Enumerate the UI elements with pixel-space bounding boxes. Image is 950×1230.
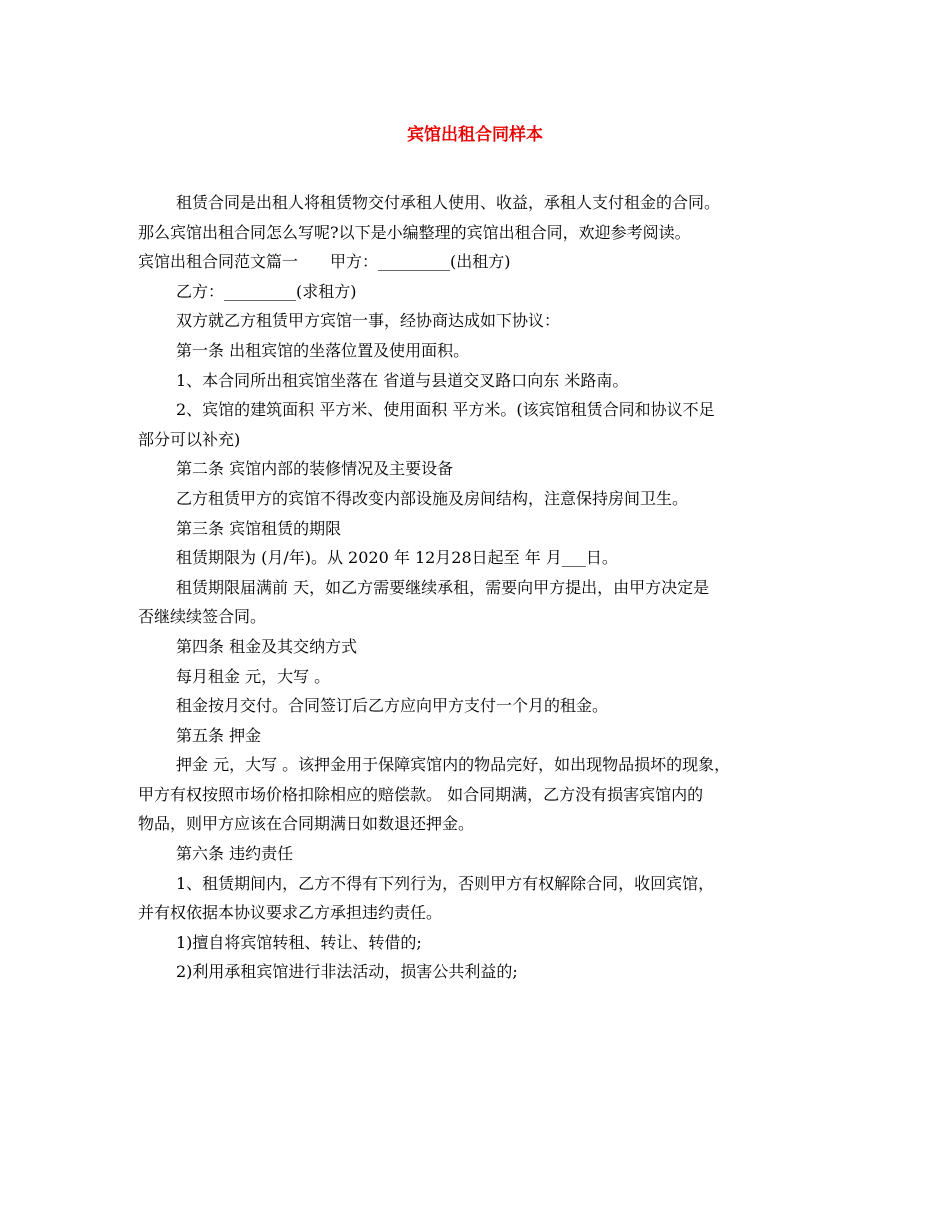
list-item: 1)擅自将宾馆转租、转让、转借的; — [176, 932, 422, 952]
paragraph-line: 物品，则甲方应该在合同期满日如数退还押金。 — [138, 814, 475, 834]
paragraph-line: 1、本合同所出租宾馆坐落在 省道与县道交叉路口向东 米路南。 — [176, 370, 629, 390]
paragraph-line: 租赁期限届满前 天，如乙方需要继续承租，需要向甲方提出，由甲方决定是 — [176, 577, 710, 597]
paragraph-line: 乙方：_________(求租方) — [176, 281, 357, 301]
paragraph-line: 否继续续签合同。 — [138, 607, 267, 627]
paragraph-line: 租赁期限为 (月/年)。从 2020 年 12月28日起至 年 月___日。 — [176, 548, 618, 568]
section-heading: 第三条 宾馆租赁的期限 — [176, 518, 342, 538]
document-body — [138, 188, 818, 987]
paragraph-line: 每月租金 元，大写 。 — [176, 666, 331, 686]
paragraph-line: 双方就乙方租赁甲方宾馆一事，经协商达成如下协议： — [176, 311, 561, 331]
section-heading: 第五条 押金 — [176, 725, 262, 745]
paragraph-line: 1、租赁期间内，乙方不得有下列行为，否则甲方有权解除合同，收回宾馆， — [176, 873, 715, 893]
paragraph-line: 押金 元，大写 。该押金用于保障宾馆内的物品完好，如出现物品损坏的现象， — [176, 755, 731, 775]
paragraph-line: 甲方有权按照市场价格扣除相应的赔偿款。 如合同期满，乙方没有损害宾馆内的 — [138, 784, 704, 804]
list-item: 2)利用承租宾馆进行非法活动，损害公共利益的; — [176, 962, 518, 982]
paragraph-line: 乙方租赁甲方的宾馆不得改变内部设施及房间结构，注意保持房间卫生。 — [176, 488, 689, 508]
section-heading: 第六条 违约责任 — [176, 844, 294, 864]
section-heading: 第一条 出租宾馆的坐落位置及使用面积。 — [176, 340, 470, 360]
paragraph-line: 2、宾馆的建筑面积 平方米、使用面积 平方米。(该宾馆租赁合同和协议不足 — [176, 400, 715, 420]
paragraph-line: 租赁合同是出租人将租赁物交付承租人使用、收益，承租人支付租金的合同。 — [176, 193, 721, 212]
paragraph-line: 那么宾馆出租合同怎么写呢?以下是小编整理的宾馆出租合同，欢迎参考阅读。 — [138, 222, 691, 242]
section-heading: 第二条 宾馆内部的装修情况及主要设备 — [176, 459, 454, 479]
section-heading: 第四条 租金及其交纳方式 — [176, 636, 358, 656]
paragraph-line: 租金按月交付。合同签订后乙方应向甲方支付一个月的租金。 — [176, 696, 609, 716]
document-title: 宾馆出租合同样本 — [407, 125, 543, 145]
paragraph-line: 部分可以补充) — [138, 429, 241, 449]
paragraph-line: 宾馆出租合同范文篇一 甲方：_________(出租方) — [138, 252, 511, 272]
paragraph-line: 并有权依据本协议要求乙方承担违约责任。 — [138, 903, 443, 923]
